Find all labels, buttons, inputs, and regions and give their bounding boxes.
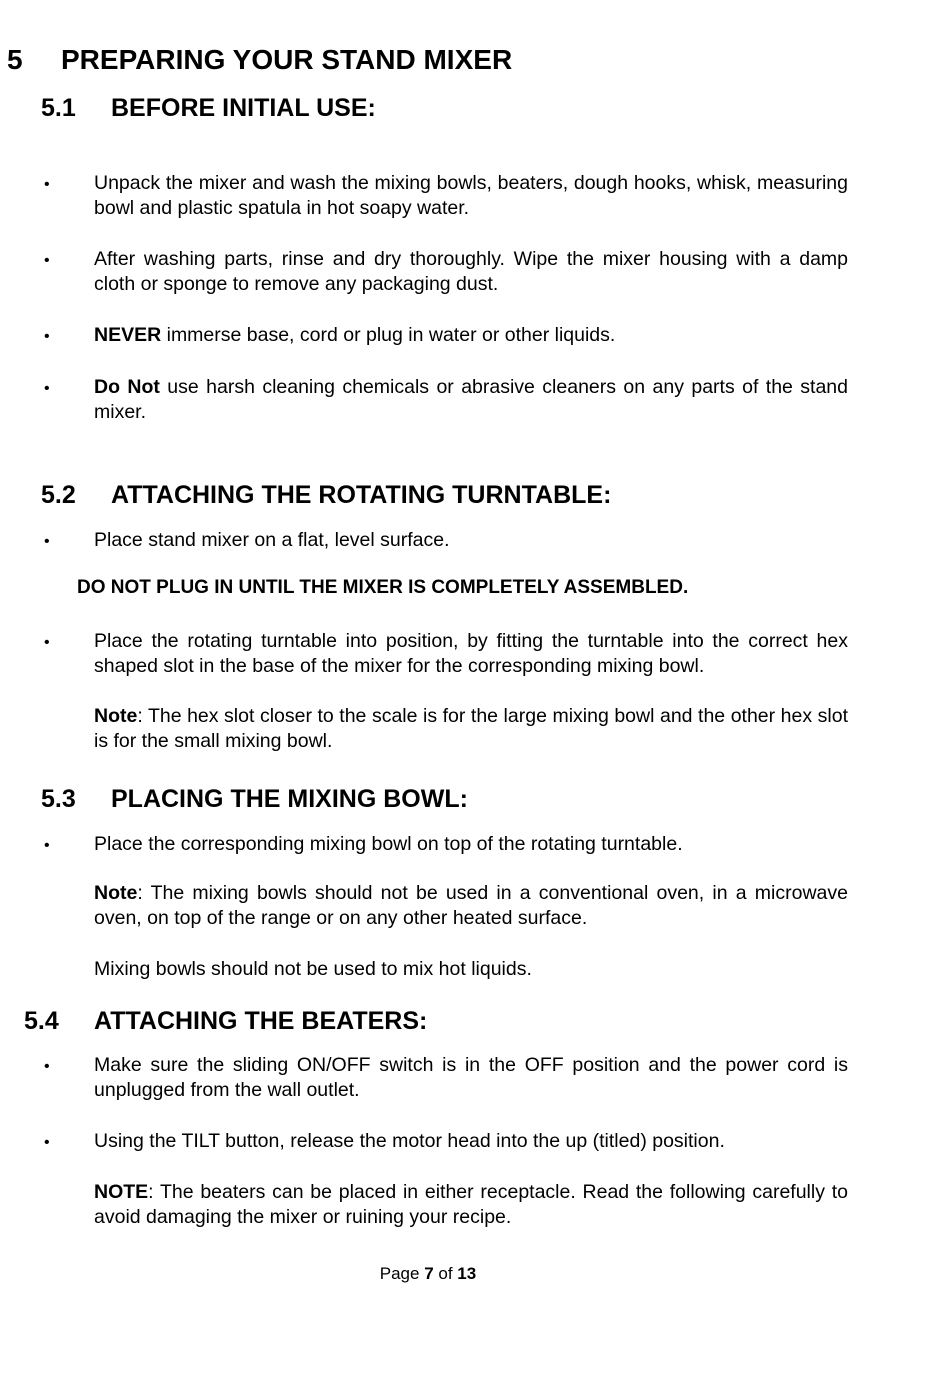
bullet: • <box>44 634 50 651</box>
subsection-title: ATTACHING THE ROTATING TURNTABLE: <box>111 481 612 509</box>
page-footer: Page 7 of 13 <box>379 1264 477 1283</box>
subsection-number: 5.1 <box>41 94 76 122</box>
subsection-number: 5.3 <box>41 785 76 813</box>
list-item: Place stand mixer on a flat, level surface. <box>94 529 450 551</box>
bullet: • <box>44 837 50 854</box>
list-item: Do Not use harsh cleaning chemicals or abrasive cleaners on any parts of the stand mixer. <box>94 376 848 423</box>
list-item: After washing parts, rinse and dry thoroughly. Wipe the mixer housing with a damp cloth or sponge to remove any packaging dust. <box>94 248 848 295</box>
emphasis: NEVER <box>94 324 162 346</box>
emphasis: Do Not <box>94 376 160 398</box>
note-paragraph: Note: The mixing bowls should not be used in a conventional oven, in a microwave oven, on top of the range or on any other heated surface. <box>94 882 848 929</box>
bullet: • <box>44 1058 50 1075</box>
warning-text: DO NOT PLUG IN UNTIL THE MIXER IS COMPLETELY ASSEMBLED. <box>77 577 689 598</box>
list-item: Place the corresponding mixing bowl on top of the rotating turntable. <box>94 833 683 855</box>
subsection-number: 5.4 <box>24 1007 59 1035</box>
bullet: • <box>44 533 50 550</box>
note-paragraph: NOTE: The beaters can be placed in either receptacle. Read the following carefully to avoid damaging the mixer or ruining your recipe. <box>94 1181 848 1228</box>
bullet: • <box>44 1134 50 1151</box>
bullet: • <box>44 380 50 397</box>
bullet: • <box>44 176 50 193</box>
section-heading <box>7 44 513 76</box>
subsection-heading-5-2 <box>41 481 841 510</box>
subsection-title: PLACING THE MIXING BOWL: <box>111 785 468 813</box>
note-paragraph: Note: The hex slot closer to the scale is for the large mixing bowl and the other hex slot is for the small mixing bowl. <box>94 705 848 752</box>
subsection-heading-5-3 <box>41 785 841 814</box>
list-item: NEVER immerse base, cord or plug in water or other liquids. <box>94 324 616 346</box>
bullet: • <box>44 252 50 269</box>
list-item: Make sure the sliding ON/OFF switch is in the OFF position and the power cord is unplugged from the wall outlet. <box>94 1054 848 1101</box>
list-item: Using the TILT button, release the motor head into the up (titled) position. <box>94 1130 725 1152</box>
subsection-heading-5-1 <box>41 94 841 123</box>
list-item: Unpack the mixer and wash the mixing bowls, beaters, dough hooks, whisk, measuring bowl and plastic spatula in hot soapy water. <box>94 172 848 219</box>
section-title: PREPARING YOUR STAND MIXER <box>61 44 513 75</box>
note-label: Note <box>94 882 138 904</box>
subsection-title: ATTACHING THE BEATERS: <box>94 1007 428 1035</box>
bullet: • <box>44 328 50 345</box>
paragraph: Mixing bowls should not be used to mix hot liquids. <box>94 958 532 980</box>
note-label: NOTE <box>94 1181 149 1203</box>
subsection-title: BEFORE INITIAL USE: <box>111 94 376 122</box>
total-page-number: 13 <box>457 1264 477 1283</box>
note-label: Note <box>94 705 138 727</box>
list-item: Place the rotating turntable into position, by fitting the turntable into the correct hex shaped slot in the base of the mixer for the corresponding mixing bowl. <box>94 630 848 677</box>
section-number: 5 <box>7 44 23 75</box>
subsection-number: 5.2 <box>41 481 76 509</box>
current-page-number: 7 <box>424 1264 434 1283</box>
subsection-heading-5-4 <box>24 1007 824 1036</box>
